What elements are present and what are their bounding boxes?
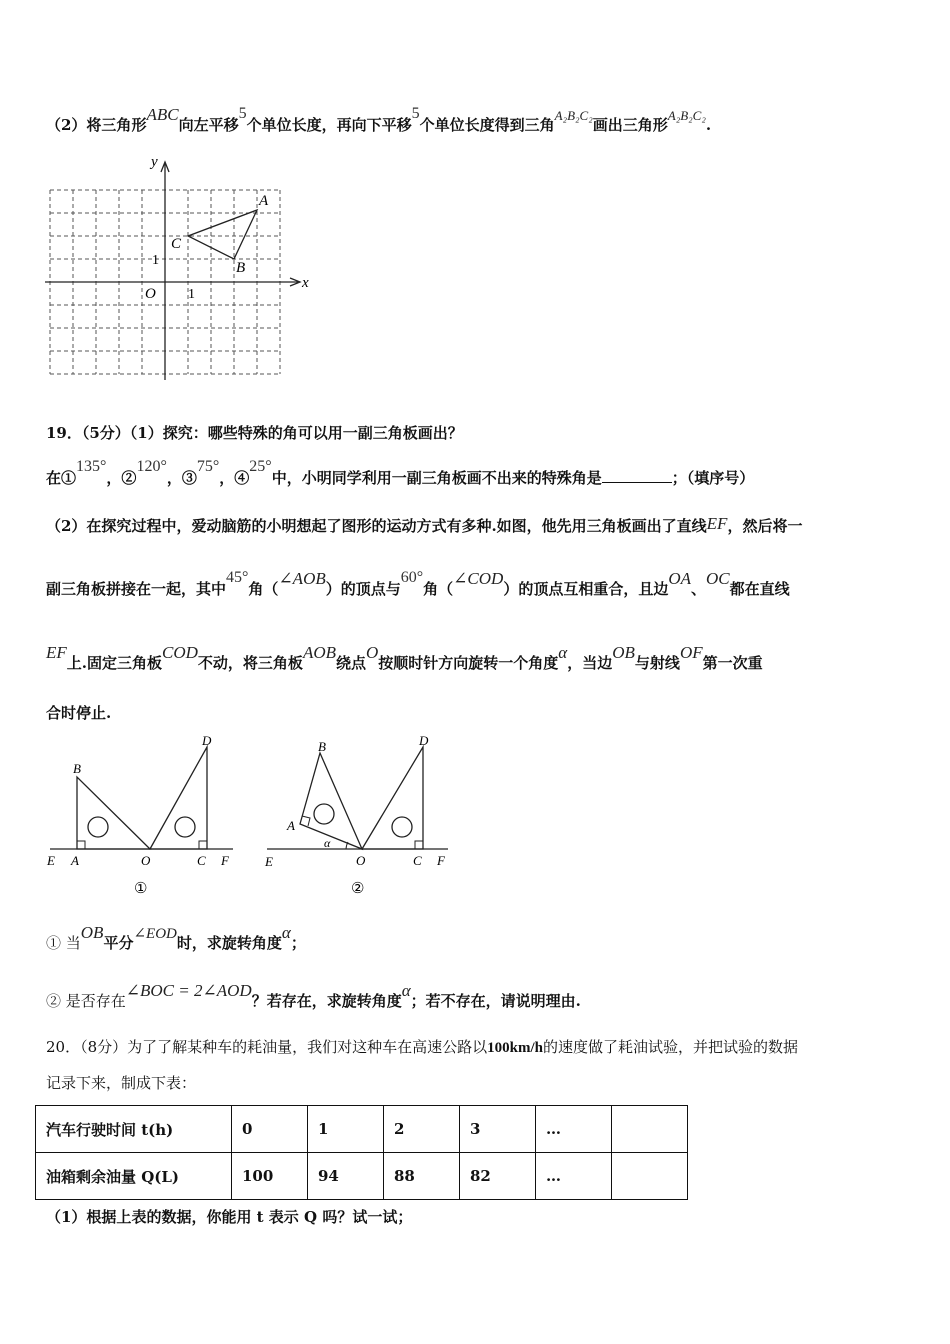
label-a: A — [71, 853, 79, 868]
table-cell: 0 — [232, 1106, 308, 1153]
text: 与射线 — [634, 654, 680, 672]
math-5: 5 — [411, 105, 420, 122]
table-cell: 汽车行驶时间 t(h) — [36, 1106, 232, 1153]
q19-line4 — [46, 569, 790, 599]
table-cell: 2 — [384, 1106, 460, 1153]
table-cell: 100 — [232, 1153, 308, 1200]
text: 中，小明同学利用一副三角板画不出来的特殊角是 — [271, 469, 602, 487]
text: 都在直线 — [729, 580, 790, 598]
answer-blank[interactable] — [602, 468, 672, 483]
right-angle-a — [302, 816, 310, 826]
figure-1 — [45, 733, 240, 898]
caption-2: ② — [351, 881, 365, 897]
text: 上.固定三角板 — [66, 654, 163, 672]
table-cell: 1 — [308, 1106, 384, 1153]
label-c: C — [197, 853, 206, 868]
hole-left — [88, 817, 108, 837]
label-origin: O — [145, 286, 156, 302]
hole-right — [175, 817, 195, 837]
text: 时，求旋转角度 — [176, 934, 282, 952]
label-alpha: α — [324, 836, 331, 850]
q19-heading: 19．（5分）（1）探究：哪些特殊的角可以用一副三角板画出？ — [46, 424, 463, 442]
text: 平分 — [103, 934, 134, 952]
hole-right — [392, 817, 412, 837]
angle-120: 120° — [136, 458, 167, 475]
table-cell — [612, 1106, 688, 1153]
math-a2b2c2: A₂B₂C₂ — [667, 108, 706, 123]
math-ef: EF — [46, 643, 67, 662]
text: 向左平移 — [178, 116, 239, 134]
right-angle-c — [415, 841, 423, 849]
label-e: E — [47, 853, 55, 868]
triangle-aob-rotated — [300, 753, 362, 849]
fuel-table — [35, 1105, 688, 1200]
label-b: B — [73, 761, 81, 776]
label-a: A — [287, 818, 295, 833]
math-5: 5 — [238, 105, 247, 122]
text: 角（ — [423, 580, 454, 598]
text: 副三角板拼接在一起，其中 — [46, 580, 227, 598]
math-ef: EF — [706, 514, 728, 533]
table-cell: 油箱剩余油量 Q(L) — [36, 1153, 232, 1200]
angle-75: 75° — [196, 458, 220, 475]
label-f: F — [221, 853, 229, 868]
table-row — [36, 1153, 688, 1200]
coordinate-grid-figure — [40, 150, 320, 385]
label-d: D — [202, 733, 212, 748]
text: 按顺时针方向旋转一个角度 — [378, 654, 559, 672]
q20-line2: 记录下来，制成下表： — [46, 1074, 197, 1092]
label-o: O — [141, 853, 151, 868]
text: ；（填序号） — [671, 469, 755, 487]
label-b: B — [236, 260, 246, 276]
angle-25: 25° — [249, 458, 272, 475]
hole-left — [314, 804, 334, 824]
text: 的速度做了耗油试验，并把试验的数据 — [543, 1038, 799, 1056]
text: ；若不存在，请说明理由. — [410, 992, 581, 1010]
label-o: O — [356, 853, 366, 868]
triangle-abc — [188, 210, 257, 259]
text: ？若存在，求旋转角度 — [251, 992, 402, 1010]
math-aob: AOB — [302, 643, 336, 662]
label-b: B — [318, 739, 326, 754]
label-tick-y: 1 — [152, 253, 159, 268]
q20-line1 — [46, 1036, 798, 1057]
q19-line2 — [46, 458, 755, 488]
math-ob: OB — [612, 643, 635, 662]
table-cell: 88 — [384, 1153, 460, 1200]
triangle-cod — [362, 747, 423, 849]
text: ，然后将一 — [727, 517, 803, 535]
table-cell: … — [536, 1153, 612, 1200]
label-f: F — [437, 853, 445, 868]
math-oa: OA — [668, 569, 691, 588]
table-cell: 3 — [460, 1106, 536, 1153]
text: 不动，将三角板 — [197, 654, 303, 672]
math-cod: COD — [162, 643, 198, 662]
q19-line5 — [46, 643, 763, 673]
text: 20．（8分）为了了解某种车的耗油量，我们对这种车在高速公路以 — [46, 1038, 488, 1056]
math-a2b2c2: A₂B₂C₂ — [554, 108, 593, 123]
text: （2）将三角形 — [46, 116, 147, 134]
text: ； — [290, 934, 306, 952]
math-eod: ∠EOD — [133, 926, 177, 942]
caption-1: ① — [134, 881, 148, 897]
text: 、 — [691, 580, 707, 598]
q19-sub2 — [46, 981, 581, 1011]
label-tick-x: 1 — [188, 287, 195, 302]
text: 在① — [46, 469, 77, 487]
angle-60: 60° — [400, 569, 424, 586]
table-row — [36, 1106, 688, 1153]
text: 个单位长度得到三角 — [419, 116, 555, 134]
math-alpha: α — [281, 923, 291, 942]
text: ① 当 — [46, 934, 81, 952]
text: 画出三角形 — [592, 116, 668, 134]
text: 第一次重 — [702, 654, 763, 672]
label-x: x — [302, 275, 309, 291]
angle-45: 45° — [226, 569, 249, 586]
math-cod: ∠COD — [453, 569, 504, 588]
math-o: O — [366, 643, 379, 662]
text: ，② — [106, 469, 137, 487]
speed: 100km/h — [487, 1040, 543, 1056]
q19-line3 — [46, 515, 802, 536]
right-angle-a — [77, 841, 85, 849]
text: ，③ — [166, 469, 197, 487]
text: 个单位长度，再向下平移 — [246, 116, 412, 134]
triangle-cod — [150, 747, 207, 849]
math-ob: OB — [80, 923, 104, 942]
text: ）的顶点与 — [325, 580, 401, 598]
q18-part2-line — [46, 105, 712, 135]
angle-135: 135° — [76, 458, 107, 475]
math-alpha: α — [401, 981, 411, 1000]
label-y: y — [151, 154, 158, 170]
table-cell: 94 — [308, 1153, 384, 1200]
right-angle-c — [199, 841, 207, 849]
math-abc: ABC — [146, 105, 179, 124]
text: ② 是否存在 — [46, 992, 126, 1010]
q19-line6: 合时停止. — [46, 704, 112, 722]
label-a: A — [259, 193, 269, 209]
q19-sub1 — [46, 923, 306, 953]
text: （2）在探究过程中，爱动脑筋的小明想起了图形的运动方式有多种.如图，他先用三角板画出了直线 — [46, 517, 707, 535]
math-oc: OC — [706, 569, 730, 588]
label-d: D — [419, 733, 429, 748]
text: ）的顶点互相重合，且边 — [503, 580, 669, 598]
triangle-aob — [77, 777, 150, 849]
text: ，当边 — [567, 654, 613, 672]
math-expr: ∠BOC = 2∠AOD — [125, 981, 252, 1000]
math-alpha: α — [558, 643, 568, 662]
math-aob: ∠AOB — [278, 569, 326, 588]
table-cell — [612, 1153, 688, 1200]
table-cell: 82 — [460, 1153, 536, 1200]
label-e: E — [265, 854, 273, 869]
q20-part1: （1）根据上表的数据，你能用 t 表示 Q 吗？试一试； — [46, 1208, 413, 1226]
text: 绕点 — [335, 654, 366, 672]
label-c: C — [413, 853, 422, 868]
figure-2 — [262, 733, 457, 898]
text: ，④ — [219, 469, 250, 487]
table-cell: … — [536, 1106, 612, 1153]
label-c: C — [171, 236, 182, 252]
text: 角（ — [248, 580, 279, 598]
text: . — [705, 116, 712, 134]
math-of: OF — [679, 643, 703, 662]
